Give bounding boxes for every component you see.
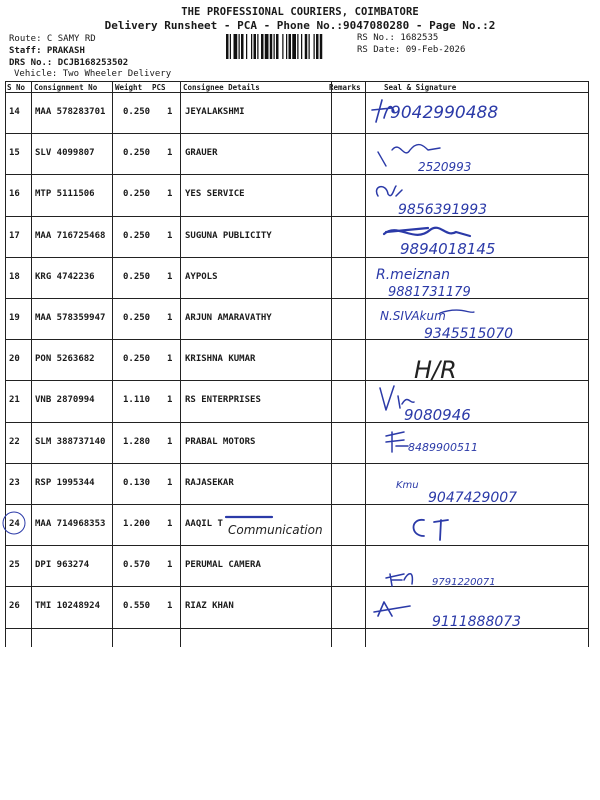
serial-number: 19	[9, 313, 20, 323]
handwritten-phone-21: 9080946	[404, 406, 471, 424]
pieces-count: 1	[167, 519, 173, 529]
consignee-name: YES SERVICE	[185, 189, 245, 200]
handwritten-phone-15: 2520993	[418, 160, 472, 174]
header-consignment: Consignment No	[34, 83, 98, 92]
barcode-image	[226, 34, 352, 59]
weight-value: 1.200	[123, 519, 151, 529]
handwritten-name-19: N.SIVAkum	[380, 309, 446, 323]
header-pcs: PCS	[152, 83, 166, 92]
company-name: THE PROFESSIONAL COURIERS, COIMBATORE	[181, 6, 419, 18]
weight-value: 0.250	[123, 230, 151, 241]
table-row	[0, 586, 600, 627]
serial-number: 25	[9, 560, 20, 571]
consignee-name: GRAUER	[185, 148, 218, 159]
consignee-name: PERUMAL CAMERA	[185, 560, 261, 571]
table-row	[0, 92, 600, 133]
serial-number: 23	[9, 477, 20, 488]
consignee-name: RAJASEKAR	[185, 477, 234, 488]
handwritten-name-18: R.meiznan	[376, 267, 450, 283]
header-consignee: Consignee Details	[183, 83, 260, 92]
consignment-number: TMI 10248924	[35, 601, 101, 612]
staff-label: Staff: PRAKASH	[9, 46, 85, 56]
table-row	[0, 339, 600, 380]
serial-number: 22	[9, 436, 20, 447]
weight-value: 0.130	[123, 477, 151, 488]
pieces-count: 1	[167, 560, 173, 571]
consignment-number: MAA 578283701	[35, 107, 106, 117]
serial-number: 24	[9, 519, 20, 529]
table-row	[0, 298, 600, 339]
table-row	[0, 174, 600, 215]
consignment-number: DPI 963274	[35, 560, 90, 571]
weight-value: 1.280	[123, 436, 151, 447]
table-row	[0, 257, 600, 298]
handwritten-phone-17: 9894018145	[400, 240, 496, 258]
table-row	[0, 133, 600, 174]
weight-value: 1.110	[123, 395, 151, 406]
vehicle-label: Vehicle: Two Wheeler Delivery	[14, 69, 172, 79]
pieces-count: 1	[167, 148, 173, 159]
consignee-name: SUGUNA PUBLICITY	[185, 230, 272, 241]
header-remarks: Remarks	[329, 83, 361, 92]
serial-number: 20	[9, 354, 20, 365]
header-seal-signature: Seal & Signature	[384, 83, 457, 92]
handwritten-initial-23: Kmu	[396, 480, 419, 491]
table-row	[0, 380, 600, 421]
serial-number: 26	[9, 601, 20, 612]
pieces-count: 1	[167, 395, 173, 406]
consignment-number: PON 5263682	[35, 354, 95, 365]
consignment-number: SLM 388737140	[35, 436, 106, 447]
pieces-count: 1	[167, 477, 173, 488]
table-row	[0, 216, 600, 257]
handwritten-note-24: Communication	[228, 523, 323, 537]
consignee-name: AYPOLS	[185, 271, 218, 282]
pieces-count: 1	[167, 436, 173, 447]
drs-number: DRS No.: DCJB168253502	[9, 58, 129, 68]
consignment-number: MAA 716725468	[35, 230, 106, 241]
weight-value: 0.250	[123, 107, 151, 117]
runsheet-title: Delivery Runsheet - PCA - Phone No.:9047080280 - Page No.:2	[104, 19, 496, 32]
weight-value: 0.250	[123, 354, 151, 365]
weight-value: 0.250	[123, 148, 151, 159]
serial-number: 14	[9, 107, 20, 117]
pieces-count: 1	[167, 107, 173, 117]
serial-number: 16	[9, 189, 20, 200]
serial-number: 17	[9, 230, 20, 241]
table-row	[0, 545, 600, 586]
consignee-name: ARJUN AMARAVATHY	[185, 313, 272, 323]
serial-number: 21	[9, 395, 20, 406]
handwritten-phone-26: 9111888073	[432, 614, 522, 630]
handwritten-phone-16: 9856391993	[398, 202, 488, 218]
handwritten-phone-25: 9791220071	[432, 577, 496, 588]
consignee-name: AAQIL T	[185, 519, 223, 529]
pieces-count: 1	[167, 313, 173, 323]
table-top-rule	[5, 81, 588, 82]
weight-value: 0.550	[123, 601, 151, 612]
consignee-name: KRISHNA KUMAR	[185, 354, 256, 365]
pieces-count: 1	[167, 354, 173, 365]
serial-number: 18	[9, 271, 20, 282]
consignment-number: MAA 578359947	[35, 313, 106, 323]
pieces-count: 1	[167, 230, 173, 241]
weight-value: 0.250	[123, 313, 151, 323]
pieces-count: 1	[167, 601, 173, 612]
handwritten-phone-19: 9345515070	[424, 326, 514, 342]
weight-value: 0.250	[123, 189, 151, 200]
consignment-number: MAA 714968353	[35, 519, 106, 529]
consignment-number: SLV 4099807	[35, 148, 95, 159]
table-row	[0, 463, 600, 504]
consignee-name: JEYALAKSHMI	[185, 107, 245, 117]
rs-date: RS Date: 09-Feb-2026	[357, 45, 466, 55]
weight-value: 0.570	[123, 560, 151, 571]
handwritten-mark-20: H/R	[414, 356, 457, 384]
consignee-name: RS ENTERPRISES	[185, 395, 261, 406]
serial-number: 15	[9, 148, 20, 159]
handwritten-phone-14: 9042990488	[390, 103, 499, 123]
handwritten-phone-22: 8489900511	[408, 441, 478, 454]
pieces-count: 1	[167, 271, 173, 282]
header-weight: Weight	[115, 83, 143, 92]
row-rule	[5, 628, 588, 629]
consignment-number: MTP 5111506	[35, 189, 95, 200]
table-row	[0, 422, 600, 463]
consignment-number: VNB 2870994	[35, 395, 95, 406]
route-label: Route: C SAMY RD	[9, 34, 96, 44]
table-row	[0, 504, 600, 545]
consignment-number: RSP 1995344	[35, 477, 95, 488]
consignee-name: PRABAL MOTORS	[185, 436, 256, 447]
consignment-number: KRG 4742236	[35, 271, 95, 282]
header-sno: S No	[7, 83, 26, 92]
pieces-count: 1	[167, 189, 173, 200]
rs-number: RS No.: 1682535	[357, 33, 439, 43]
handwritten-phone-18: 9881731179	[388, 285, 471, 300]
weight-value: 0.250	[123, 271, 151, 282]
consignee-name: RIAZ KHAN	[185, 601, 234, 612]
handwritten-phone-23: 9047429007	[428, 490, 518, 506]
